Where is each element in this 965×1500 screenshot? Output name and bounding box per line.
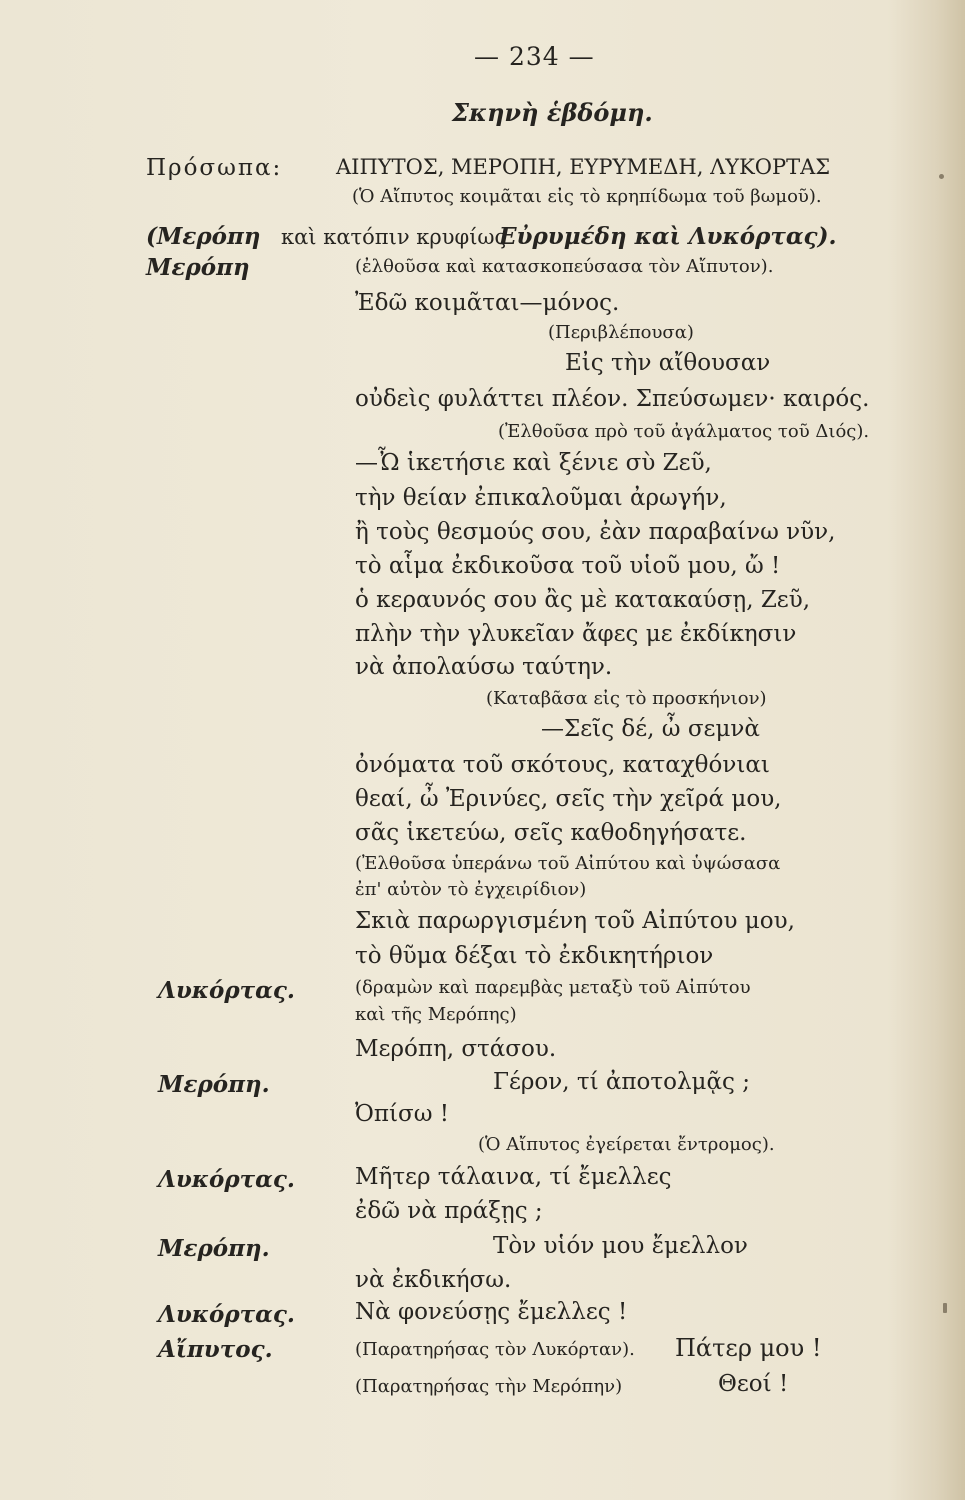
verse-line: ἢ τοὺς θεσμούς σου, ἐὰν παραβαίνω νῦν, [355,519,836,545]
stage-direction: (Ἐλθοῦσα ὑπεράνω τοῦ Αἰπύτου καὶ ὑψώσασα [355,853,781,874]
persons-label: Πρόσωπα: [146,155,283,181]
verse-line: πλὴν τὴν γλυκεῖαν ἄφες με ἐκδίκησιν [355,621,797,647]
verse-line: νὰ ἐκδικήσω. [355,1267,512,1293]
verse-line: οὐδεὶς φυλάττει πλέον. Σπεύσωμεν· καιρός. [355,386,870,412]
stage-direction: καὶ κατόπιν κρυφίως [281,225,507,249]
verse-line: Εἰς τὴν αἴθουσαν [565,350,771,376]
speaker-label: Λυκόρτας. [158,1301,295,1328]
stage-direction: (Ὁ Αἴπυτος ἐγείρεται ἔντρομος). [478,1134,775,1155]
stage-direction: (Περιβλέπουσα) [548,322,694,343]
verse-line: θεαί, ὦ Ἐρινύες, σεῖς τὴν χεῖρά μου, [355,786,782,812]
stage-direction: (Παρατηρήσας τὸν Λυκόρταν). [355,1339,635,1360]
speaker-label: Μερόπη [146,254,250,281]
verse-line: τὸ αἷμα ἐκδικοῦσα τοῦ υἱοῦ μου, ὤ ! [355,553,781,579]
stage-direction: (ἐλθοῦσα καὶ κατασκοπεύσασα τὸν Αἴπυτον). [355,256,774,277]
scene-title: Σκηνὴ ἑβδόμη. [452,98,653,127]
speaker-label: Εὐρυμέδη καὶ Λυκόρτας). [499,223,837,250]
verse-line: τὴν θείαν ἐπικαλοῦμαι ἀρωγήν, [355,485,727,511]
verse-line: Ὀπίσω ! [355,1101,449,1127]
speaker-label: Αἴπυτος. [158,1336,273,1363]
speaker-label: Μερόπη. [158,1235,270,1262]
speaker-label: Λυκόρτας. [158,1166,295,1193]
speaker-label: Μερόπη. [158,1071,270,1098]
verse-line: Μῆτερ τάλαινα, τί ἔμελλες [355,1164,672,1190]
verse-line: —Ὦ ἱκετήσιε καὶ ξένιε σὺ Ζεῦ, [355,450,712,476]
stage-direction: (Ὁ Αἴπυτος κοιμᾶται εἰς τὸ κρηπίδωμα τοῦ βωμοῦ). [352,186,822,207]
verse-line: νὰ ἀπολαύσω ταύτην. [355,654,613,680]
verse-line: ἐδῶ νὰ πράξῃς ; [355,1198,543,1224]
verse-line: Θεοί ! [718,1371,789,1397]
speaker-label: Λυκόρτας. [158,977,295,1004]
page-speck [943,1303,947,1313]
persons-list: ΑΙΠΥΤΟΣ, ΜΕΡΟΠΗ, ΕΥΡΥΜΕΔΗ, ΛΥΚΟΡΤΑΣ [336,155,831,179]
verse-line: ὁ κεραυνός σου ἂς μὲ κατακαύσῃ, Ζεῦ, [355,587,811,613]
verse-line: —Σεῖς δέ, ὦ σεμνὰ [541,716,760,742]
stage-direction: (Ἐλθοῦσα πρὸ τοῦ ἀγάλματος τοῦ Διός). [498,421,870,442]
page-speck [939,174,944,179]
stage-direction: καὶ τῆς Μερόπης) [355,1004,517,1025]
verse-line: Σκιὰ παρωργισμένη τοῦ Αἰπύτου μου, [355,908,795,934]
stage-direction: (Καταβᾶσα εἰς τὸ προσκήνιον) [486,688,767,709]
speaker-label: (Μερόπη [146,223,261,250]
verse-line: σᾶς ἱκετεύω, σεῖς καθοδηγήσατε. [355,820,747,846]
verse-line: ὀνόματα τοῦ σκότους, καταχθόνιαι [355,752,770,778]
verse-line: Τὸν υἱόν μου ἔμελλον [493,1233,748,1259]
stage-direction: (Παρατηρήσας τὴν Μερόπην) [355,1376,623,1397]
verse-line: Μερόπη, στάσου. [355,1036,557,1062]
verse-line: Ἐδῶ κοιμᾶται—μόνος. [355,290,620,316]
verse-line: Γέρον, τί ἀποτολμᾷς ; [493,1069,750,1095]
stage-direction: (δραμὼν καὶ παρεμβὰς μεταξὺ τοῦ Αἰπύτου [355,977,751,998]
page-number: — 234 — [474,42,595,71]
verse-line: τὸ θῦμα δέξαι τὸ ἐκδικητήριον [355,943,714,969]
verse-line: Πάτερ μου ! [675,1334,822,1362]
verse-line: Νὰ φονεύσῃς ἔμελλες ! [355,1299,628,1325]
stage-direction: ἐπ' αὐτὸν τὸ ἐγχειρίδιον) [355,879,587,900]
